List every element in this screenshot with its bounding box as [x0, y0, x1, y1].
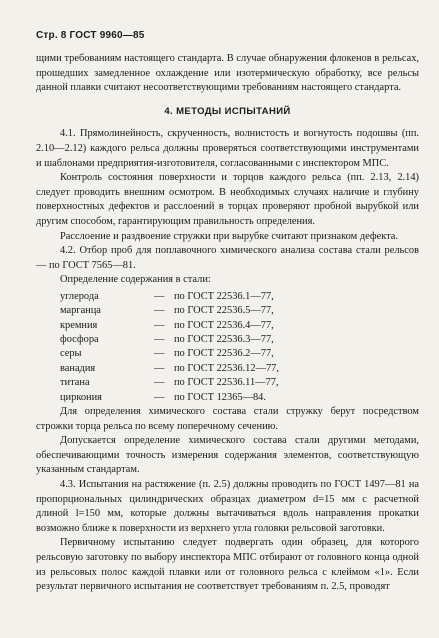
- element-name: серы: [60, 348, 82, 360]
- page-header: [36, 30, 144, 41]
- element-name: кремния: [60, 319, 98, 331]
- paragraph-surface-control: Контроль состояния поверхности и торцов каждого рельса (пп. 2.13, 2.14) следует проводить внешним осмотром. В необходимых случаях наличие и глубину поверхностных дефектов и расслоений в торцах проверяют пробной вырубкой или другим способом, гарантирующим правильность определения.: [36, 172, 419, 227]
- intro-paragraph: щими требованиям настоящего стандарта. В случае обнаружения флокенов в рельсах, прошедших замедленное охлаждение или изотермическую обработку, все рельсы данной плавки считают несоответствующими требованиям настоящего стандарта.: [36, 53, 419, 94]
- element-standard: по ГОСТ 22536.4—77,: [174, 319, 274, 331]
- element-row: [60, 319, 419, 333]
- element-row: [60, 362, 419, 376]
- element-dash: —: [154, 290, 165, 302]
- element-name: ванадия: [60, 362, 96, 374]
- element-standard: по ГОСТ 22536.3—77,: [174, 334, 274, 346]
- document-body: [36, 52, 419, 595]
- paragraph-4-2: 4.2. Отбор проб для поплавочного химического анализа состава стали рельсов — по ГОСТ 7565—81.: [36, 245, 419, 271]
- element-standard: по ГОСТ 12365—84.: [174, 391, 266, 403]
- element-row: [60, 347, 419, 361]
- element-dash: —: [154, 319, 165, 331]
- paragraph-4-3: 4.3. Испытания на растяжение (п. 2.5) должны проводить по ГОСТ 1497—81 на пропорциональных цилиндрических образцах диаметром d=15 мм с расчетной длиной l=150 мм, которые должны вытачиваться вдоль направления прокатки возможно ближе к поверхности из верхнего угла головки рельсовой заготовки.: [36, 479, 419, 534]
- element-name: фосфора: [60, 334, 99, 346]
- paragraph-delamination: Расслоение и раздвоение стружки при вырубке считают признаком дефекта.: [60, 230, 398, 242]
- element-standard: по ГОСТ 22536.1—77,: [174, 290, 274, 302]
- paragraph-chemical-sampling: Для определения химического состава стали стружку берут посредством строжки торца рельса по всему поперечному сечению.: [36, 406, 419, 432]
- element-name: марганца: [60, 305, 101, 317]
- element-name: титана: [60, 377, 90, 389]
- element-standard: по ГОСТ 22536.5—77,: [174, 305, 274, 317]
- element-row: [60, 333, 419, 347]
- element-dash: —: [154, 377, 165, 389]
- element-name: циркония: [60, 391, 102, 403]
- element-standard: по ГОСТ 22536.11—77,: [174, 377, 279, 389]
- element-dash: —: [154, 334, 165, 346]
- element-row: [60, 376, 419, 390]
- element-dash: —: [154, 391, 165, 403]
- element-name: углерода: [60, 290, 99, 302]
- page-number: Стр. 8: [36, 30, 67, 41]
- element-row: [60, 290, 419, 304]
- element-standard: по ГОСТ 22536.12—77,: [174, 362, 279, 374]
- paragraph-primary-test: Первичному испытанию следует подвергать один образец, для которого рельсовую заготовку по выбору инспектора МПС отбирают от головного конца одной из рельсовых полос каждой плавки или от головного рельса с клеймом «1». Если результат первичного испытания не соответствует требованиям п. 2.5, проводят: [36, 537, 419, 593]
- element-dash: —: [154, 348, 165, 360]
- element-dash: —: [154, 362, 165, 374]
- section-title: 4. МЕТОДЫ ИСПЫТАНИЙ: [164, 105, 291, 117]
- paragraph-alternative-methods: Допускается определение химического состава стали другими методами, обеспечивающими точность измерения содержания элементов, соответствующую указанным стандартам.: [36, 435, 419, 476]
- element-dash: —: [154, 305, 165, 317]
- paragraph-content-determination: Определение содержания в стали:: [60, 274, 211, 286]
- element-standard: по ГОСТ 22536.2—77,: [174, 348, 274, 360]
- element-row: [60, 391, 419, 405]
- element-row: [60, 304, 419, 318]
- element-standards-list: [60, 290, 419, 405]
- paragraph-4-1: 4.1. Прямолинейность, скрученность, волнистость и вогнутость подошвы (пп. 2.10—2.12) каждого рельса должны проверяться соответствующими инструментами и шаблонами предприятия-изготовителя, согласованными с инспектором МПС.: [36, 128, 419, 169]
- standard-code: ГОСТ 9960—85: [69, 30, 145, 41]
